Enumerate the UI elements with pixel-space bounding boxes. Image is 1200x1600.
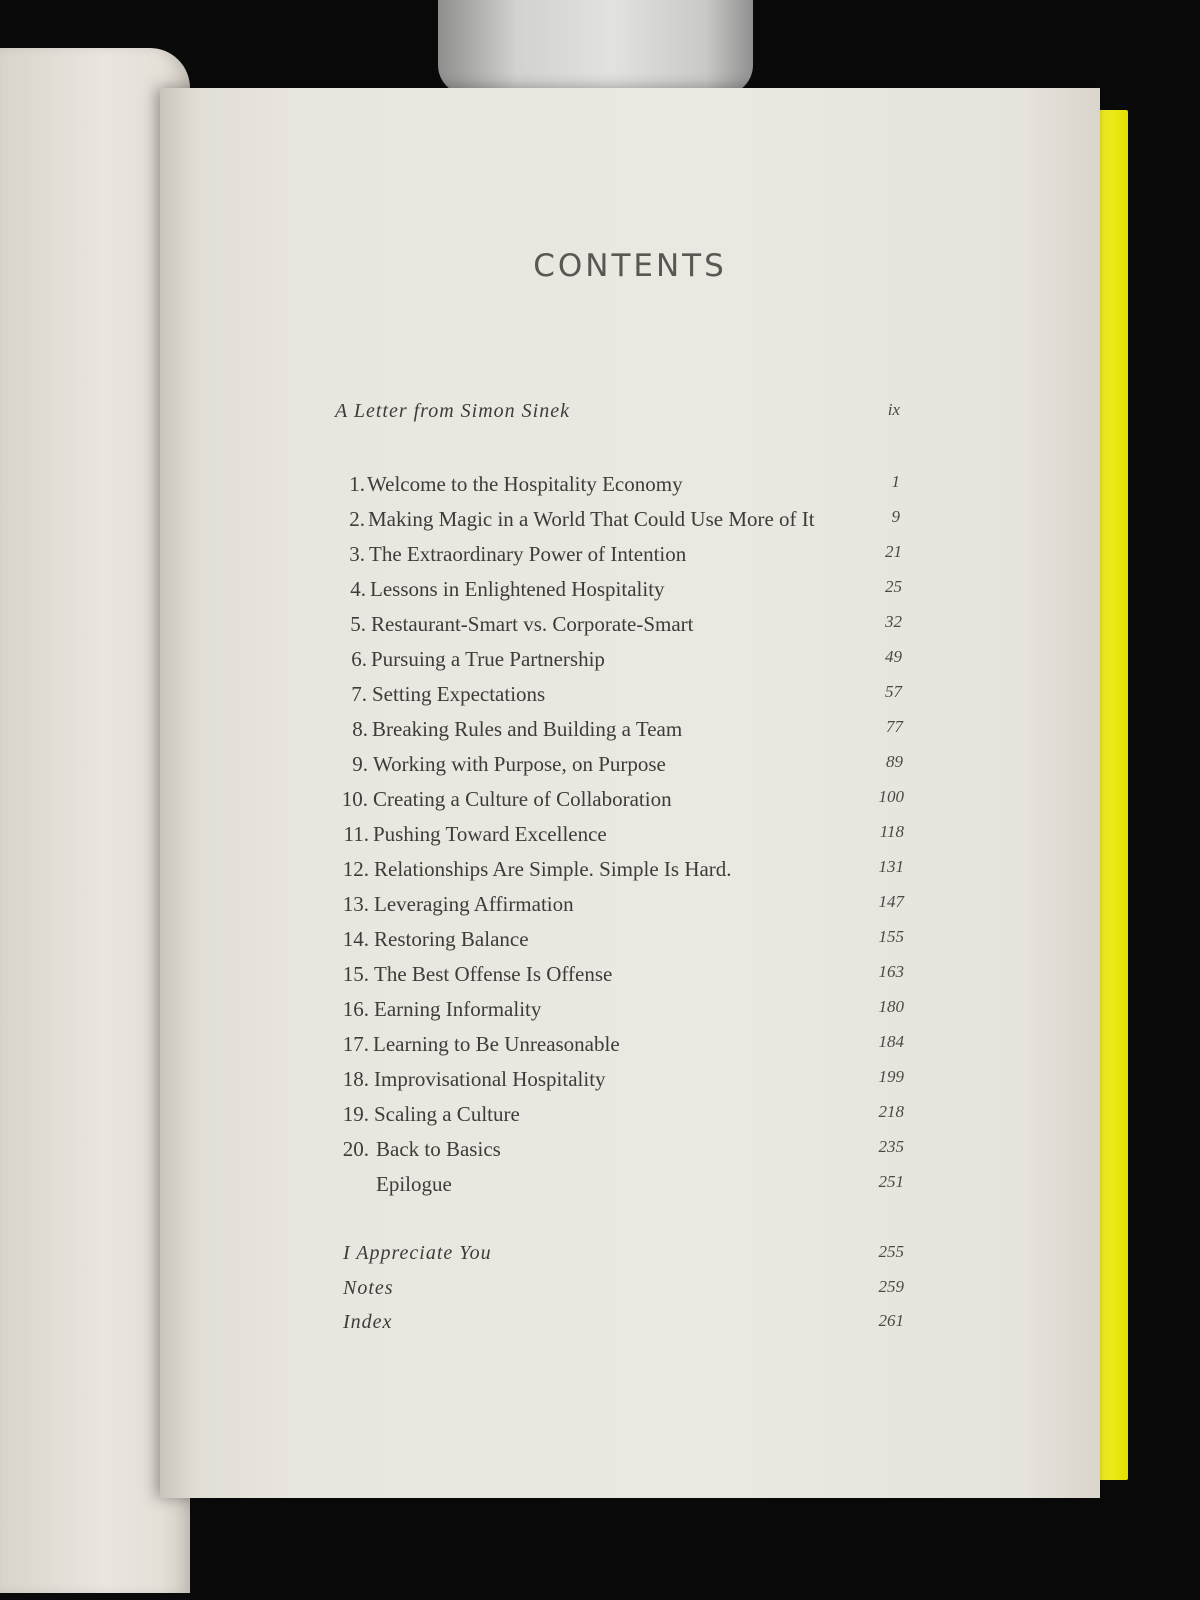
toc-entry-page: 21	[885, 542, 902, 561]
toc-entry-page: 163	[878, 962, 904, 981]
toc-entry-label: Learning to Be Unreasonable	[373, 1032, 620, 1056]
toc-entry-chapter-7	[160, 682, 1100, 718]
toc-entry-number: 10.	[341, 787, 368, 811]
toc-entry-page: 155	[878, 927, 904, 946]
toc-entry-number: 9.	[352, 752, 368, 776]
toc-entry-label: Pursuing a True Partnership	[371, 647, 605, 671]
toc-entry-number: 13.	[342, 892, 369, 916]
toc-entry-number: 19.	[342, 1102, 369, 1126]
toc-entry-number: 15.	[342, 962, 369, 986]
toc-entry-label: Relationships Are Simple. Simple Is Hard.	[374, 857, 732, 881]
toc-entry-label: Breaking Rules and Building a Team	[372, 717, 683, 741]
toc-entry-page: 1	[891, 472, 900, 491]
toc-entry-label: I Appreciate You	[343, 1242, 492, 1264]
toc-entry-page: 184	[878, 1032, 904, 1051]
toc-entry-label: Working with Purpose, on Purpose	[373, 752, 666, 776]
toc-entry-page: 261	[878, 1311, 904, 1330]
toc-entry-chapter-15	[160, 962, 1100, 998]
toc-entry-page: 251	[878, 1172, 904, 1191]
toc-entry-label: Lessons in Enlightened Hospitality	[370, 577, 665, 601]
contents-page	[160, 88, 1100, 1498]
toc-entry-label: Welcome to the Hospitality Economy	[367, 472, 683, 496]
toc-entry-label: Restaurant-Smart vs. Corporate-Smart	[371, 612, 694, 636]
toc-entry-appreciate	[160, 1242, 1100, 1278]
toc-entry-number: 16.	[342, 997, 369, 1021]
toc-entry-label: Pushing Toward Excellence	[373, 822, 607, 846]
toc-entry-label: Earning Informality	[374, 997, 542, 1021]
ribbon-bookmark	[438, 0, 753, 95]
toc-entry-label: Epilogue	[376, 1172, 452, 1196]
toc-entry-label: Notes	[343, 1277, 394, 1299]
toc-entry-label: Creating a Culture of Collaboration	[373, 787, 672, 811]
toc-entry-page: 118	[879, 822, 904, 841]
toc-entry-page: 89	[886, 752, 903, 771]
toc-entry-label: The Best Offense Is Offense	[374, 962, 613, 986]
toc-entry-notes	[160, 1277, 1100, 1313]
toc-entry-chapter-20	[160, 1137, 1100, 1173]
toc-entry-label: The Extraordinary Power of Intention	[369, 542, 687, 566]
toc-entry-label: Index	[343, 1311, 393, 1333]
toc-entry-page: 235	[878, 1137, 904, 1156]
toc-entry-page: 255	[878, 1242, 904, 1261]
toc-entry-page: 77	[886, 717, 903, 736]
toc-entry-number: 14.	[342, 927, 369, 951]
toc-entry-page: 199	[878, 1067, 904, 1086]
toc-entry-chapter-16	[160, 997, 1100, 1033]
toc-entry-number: 5.	[350, 612, 366, 636]
toc-entry-number: 20.	[342, 1137, 369, 1161]
toc-entry-page: 180	[878, 997, 904, 1016]
toc-entry-page: 49	[885, 647, 902, 666]
toc-entry-page: 25	[885, 577, 902, 596]
toc-entry-chapter-18	[160, 1067, 1100, 1103]
contents-title: CONTENTS	[533, 248, 727, 284]
toc-entry-chapter-14	[160, 927, 1100, 963]
toc-entry-number: 4.	[350, 577, 366, 601]
toc-entry-chapter-3	[160, 542, 1100, 578]
toc-entry-chapter-13	[160, 892, 1100, 928]
toc-entry-label: Setting Expectations	[372, 682, 546, 706]
toc-entry-page: 147	[878, 892, 904, 911]
toc-entry-chapter-6	[160, 647, 1100, 683]
toc-entry-label: Restoring Balance	[374, 927, 529, 951]
toc-entry-epilogue	[160, 1172, 1100, 1208]
toc-entry-label: Leveraging Affirmation	[374, 892, 574, 916]
toc-entry-chapter-12	[160, 857, 1100, 893]
toc-entry-number: 7.	[351, 682, 367, 706]
toc-entry-chapter-2	[160, 507, 1100, 543]
toc-entry-number: 17.	[342, 1032, 369, 1056]
toc-entry-chapter-1	[160, 472, 1100, 508]
toc-entry-label: Scaling a Culture	[374, 1102, 520, 1126]
toc-entry-label: Back to Basics	[376, 1137, 501, 1161]
toc-entry-chapter-5	[160, 612, 1100, 648]
toc-entry-chapter-8	[160, 717, 1100, 753]
toc-entry-chapter-11	[160, 822, 1100, 858]
toc-entry-number: 12.	[342, 857, 369, 881]
toc-entry-label: Making Magic in a World That Could Use More of It	[368, 507, 815, 531]
toc-entry-number: 2.	[349, 507, 365, 531]
toc-entry-number: 1.	[349, 472, 365, 496]
toc-entry-page: 218	[878, 1102, 904, 1121]
toc-entry-page: 259	[878, 1277, 904, 1296]
toc-entry-number: 6.	[351, 647, 367, 671]
toc-entry-chapter-10	[160, 787, 1100, 823]
toc-entry-page: 32	[885, 612, 902, 631]
toc-entry-label: A Letter from Simon Sinek	[335, 400, 570, 422]
toc-entry-label: Improvisational Hospitality	[374, 1067, 606, 1091]
toc-entry-number: 3.	[349, 542, 365, 566]
toc-entry-chapter-4	[160, 577, 1100, 613]
toc-entry-letter	[160, 400, 1100, 436]
toc-entry-number: 8.	[352, 717, 368, 741]
toc-entry-number: 18.	[342, 1067, 369, 1091]
toc-entry-page: 9	[891, 507, 900, 526]
toc-entry-index	[160, 1311, 1100, 1347]
toc-entry-chapter-19	[160, 1102, 1100, 1138]
toc-entry-number: 11.	[343, 822, 369, 846]
toc-entry-page: ix	[887, 400, 900, 419]
toc-entry-chapter-17	[160, 1032, 1100, 1068]
toc-entry-chapter-9	[160, 752, 1100, 788]
toc-entry-page: 131	[878, 857, 904, 876]
toc-entry-page: 57	[885, 682, 902, 701]
toc-entry-page: 100	[878, 787, 904, 806]
